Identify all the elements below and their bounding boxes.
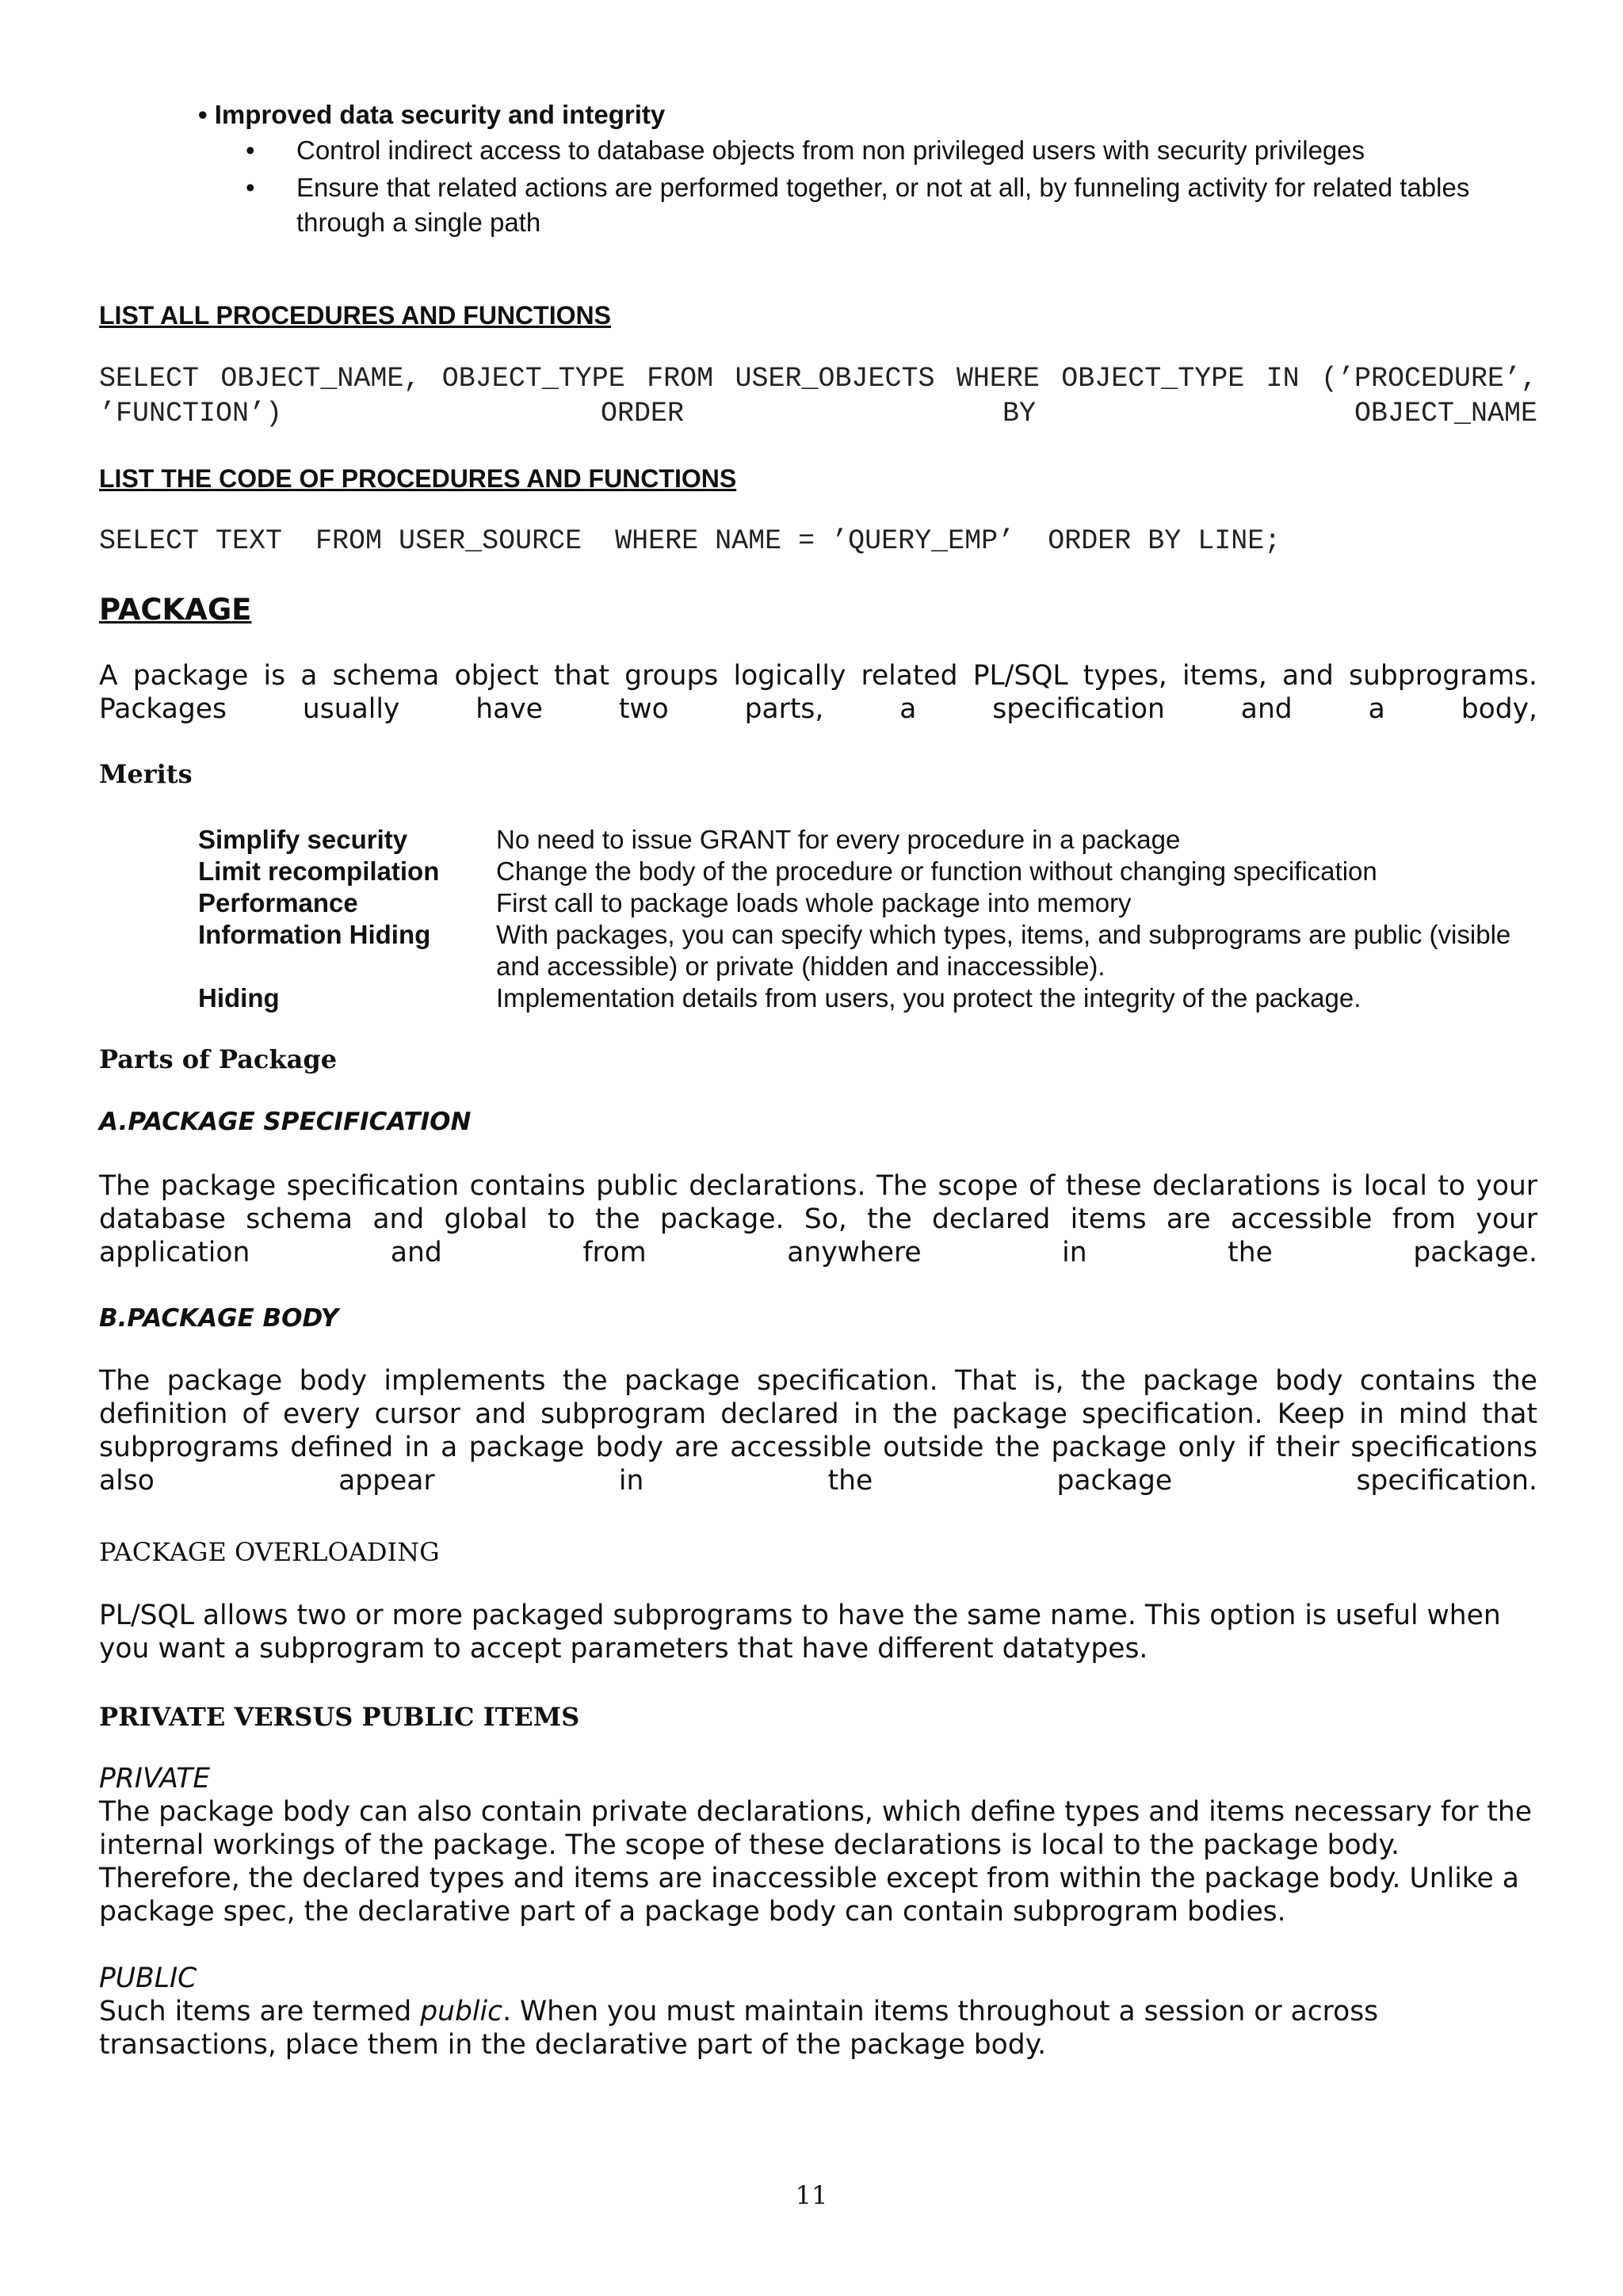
code-block-list-procedures: SELECT OBJECT_NAME, OBJECT_TYPE FROM USER_OBJECTS WHERE OBJECT_TYPE IN (’PROCEDURE’, ’FUNCTION’) ORDER BY OBJECT_NAME (99, 363, 1537, 429)
overloading-text: PL/SQL allows two or more packaged subprograms to have the same name. This option is useful when you want a subprogram to accept parameters that have different datatypes. (99, 1600, 1501, 1665)
merits-heading: Merits (99, 759, 193, 789)
parts-heading: Parts of Package (99, 1044, 338, 1074)
merit-term: Information Hiding (198, 920, 431, 949)
merit-term: Hiding (198, 983, 280, 1013)
bullet-text: Control indirect access to database objects from non privileged users with security privileges (296, 135, 1365, 165)
public-text-part: . When you must maintain items throughout a session or across transactions, place them in the declarative part of the package body. (99, 1996, 1379, 2061)
public-emphasis: public (420, 1996, 503, 2027)
merit-description: With packages, you can specify which types, items, and subprograms are public (visible and accessible) or private (hidden and inaccessible). (496, 920, 1511, 981)
public-text (99, 1995, 1537, 2061)
code-block-list-code: SELECT TEXT FROM USER_SOURCE WHERE NAME = ’QUERY_EMP’ ORDER BY LINE; (99, 525, 1281, 557)
package-intro: A package is a schema object that groups logically related PL/SQL types, items, and subprograms. Packages usually have two parts, a specification and a body, (99, 660, 1537, 725)
merit-term: Limit recompilation (198, 856, 440, 886)
private-public-heading: PRIVATE VERSUS PUBLIC ITEMS (99, 1702, 580, 1732)
public-label: PUBLIC (99, 1962, 197, 1994)
merit-description: Change the body of the procedure or function without changing specification (496, 856, 1377, 886)
overloading-heading: PACKAGE OVERLOADING (99, 1537, 440, 1567)
merit-row (198, 887, 1545, 919)
merit-description: Implementation details from users, you protect the integrity of the package. (496, 983, 1361, 1013)
bullet-icon: • (246, 135, 255, 165)
list-procedures-heading: LIST ALL PROCEDURES AND FUNCTIONS (99, 301, 611, 330)
spec-heading: A.PACKAGE SPECIFICATION (99, 1108, 472, 1136)
merit-term: Simplify security (198, 825, 408, 854)
merit-description: First call to package loads whole package into memory (496, 888, 1132, 917)
public-text-part: Such items are termed (99, 1996, 421, 2027)
merit-row (198, 919, 1545, 982)
private-text: The package body can also contain private declarations, which define types and items necessary for the internal workings of the package. The scope of these declarations is local to the package body. Therefore, the declared types and items are inaccessible except from within the package body. Unlike a package spec, the declarative part of a package body can contain subprogram bodies. (99, 1796, 1532, 1928)
list-item (246, 133, 1545, 168)
body-text: The package body implements the package specification. That is, the package body contains the definition of every cursor and subprogram declared in the package specification. Keep in mind that subprograms defined in a package body are accessible outside the package only if their specifications also appear in the package specification. (99, 1365, 1537, 1497)
merit-term: Performance (198, 888, 358, 917)
private-label: PRIVATE (99, 1763, 211, 1794)
list-item (246, 170, 1545, 240)
merit-row (198, 856, 1545, 887)
security-bullet-list (246, 133, 1545, 240)
list-code-heading: LIST THE CODE OF PROCEDURES AND FUNCTIONS (99, 464, 737, 493)
spec-text: The package specification contains public declarations. The scope of these declarations is local to your database schema and global to the package. So, the declared items are accessible from your application and from anywhere in the package. (99, 1170, 1537, 1268)
security-heading: • Improved data security and integrity (198, 100, 666, 129)
page-number: 11 (795, 2180, 828, 2210)
bullet-icon: • (246, 173, 255, 202)
package-title: PACKAGE (99, 593, 252, 627)
body-heading: B.PACKAGE BODY (99, 1304, 339, 1333)
merit-description: No need to issue GRANT for every procedure in a package (496, 825, 1181, 854)
merits-table (198, 824, 1545, 1014)
bullet-text: Ensure that related actions are performed together, or not at all, by funneling activity for related tables through a single path (296, 173, 1470, 237)
merit-row (198, 824, 1545, 856)
merit-row (198, 982, 1545, 1014)
